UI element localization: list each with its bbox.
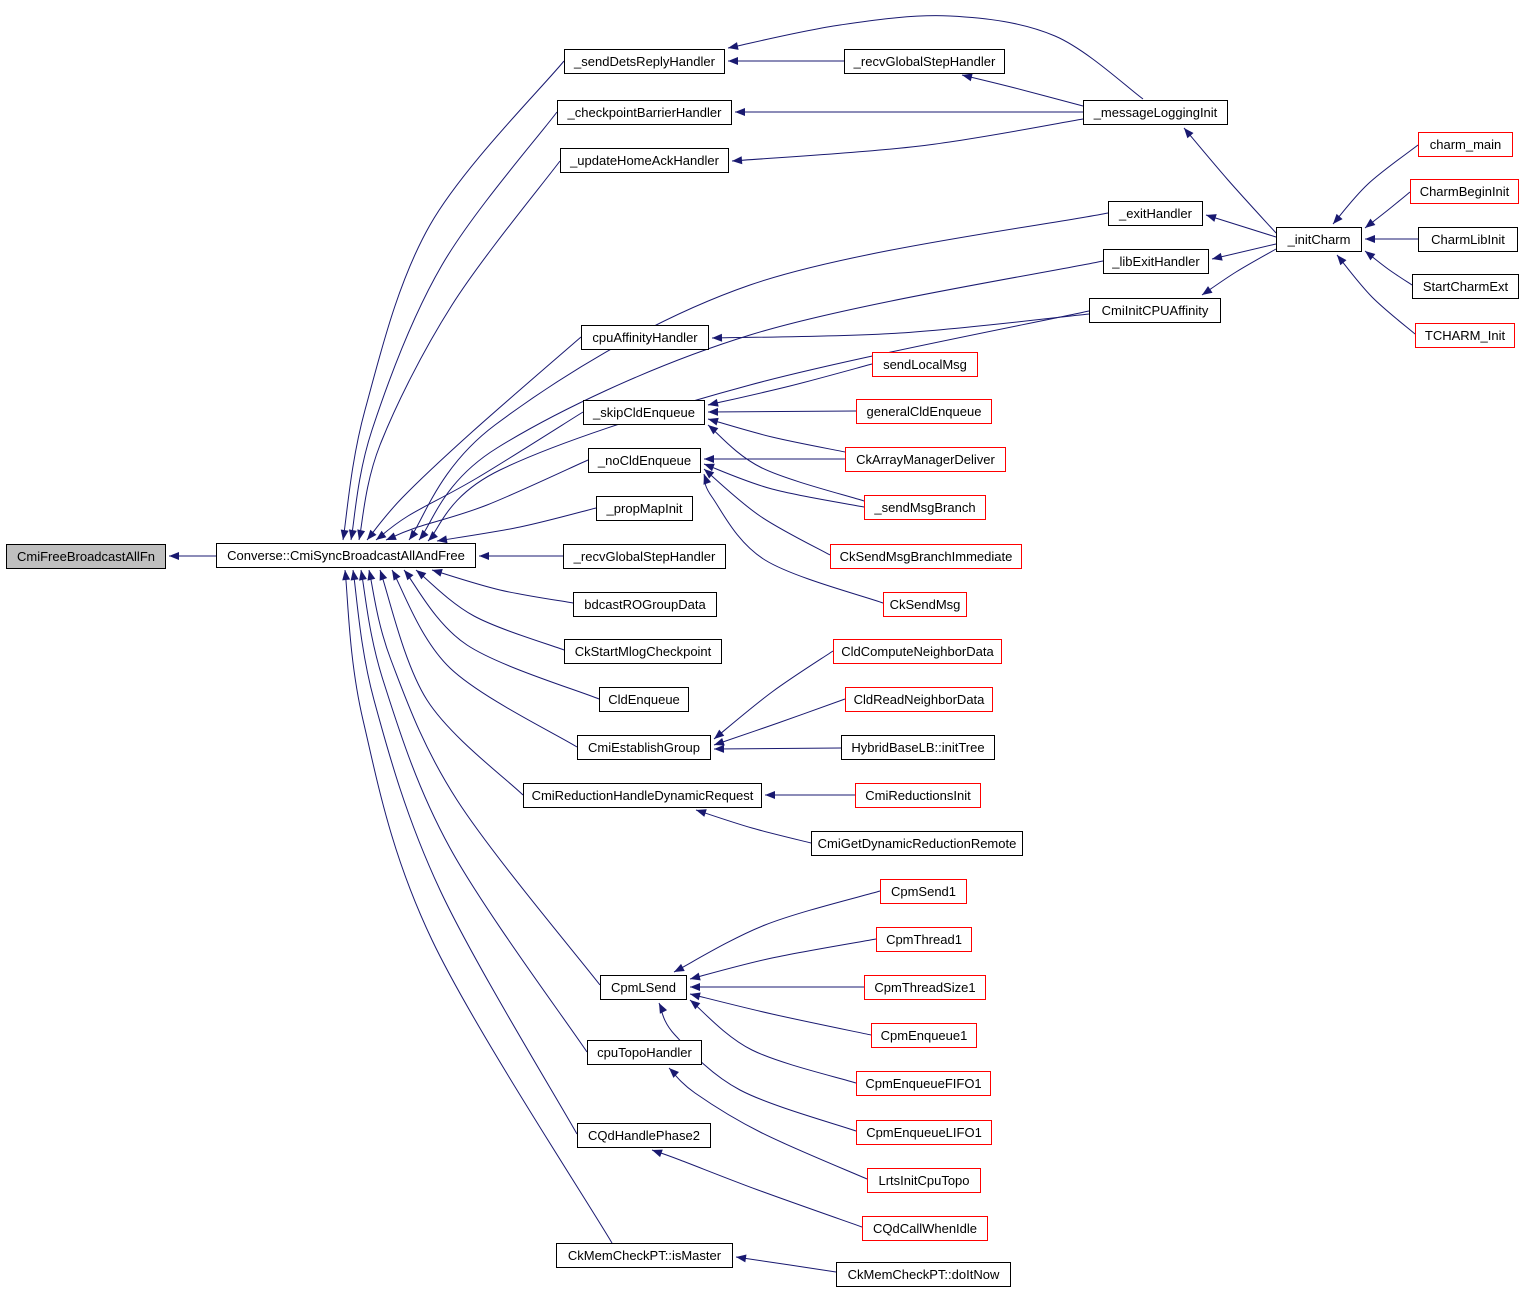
arrowhead-icon <box>728 57 738 65</box>
arrowhead-icon <box>690 983 700 991</box>
arrowhead-icon <box>765 791 775 799</box>
graph-node-msgLog[interactable] <box>1083 100 1228 125</box>
arrowhead-icon <box>392 570 401 581</box>
edge-sendLocalMsg-to-skipCld <box>708 364 872 405</box>
arrowhead-icon <box>419 530 429 540</box>
arrowhead-icon <box>735 108 745 116</box>
graph-node-freeBroadcast <box>6 544 166 569</box>
graph-node-charmBeginInit[interactable] <box>1410 179 1519 204</box>
graph-node-label: _recvGlobalStepHandler <box>573 549 716 564</box>
graph-node-doItNow[interactable] <box>836 1262 1011 1287</box>
arrowhead-icon <box>704 455 714 463</box>
arrowhead-icon <box>690 973 701 981</box>
edge-cmiInitCPUAff-to-central <box>428 311 1089 541</box>
arrowhead-icon <box>432 569 443 577</box>
edge-cpuTopo-to-central <box>361 570 587 1052</box>
edge-initCharm-to-exitHandler <box>1206 215 1276 237</box>
edge-doItNow-to-isMaster <box>736 1257 836 1272</box>
arrowhead-icon <box>349 529 357 540</box>
graph-node-cpmSend1[interactable] <box>880 879 967 904</box>
arrowhead-icon <box>409 530 418 540</box>
graph-node-recvGlobal2[interactable] <box>563 544 726 569</box>
edge-cqdCallWhenIdle-to-cqdHandle <box>652 1150 862 1227</box>
graph-node-label: CmiFreeBroadcastAllFn <box>17 549 155 564</box>
edge-cpmEnqFIFO1-to-cpmLSend <box>690 1000 856 1083</box>
graph-node-sendMsgBranch[interactable] <box>864 495 986 520</box>
graph-node-label: generalCldEnqueue <box>866 404 982 419</box>
arrowhead-icon <box>1202 286 1213 295</box>
edge-cldEnqueue-to-central <box>404 570 599 699</box>
graph-node-label: CldEnqueue <box>608 692 680 707</box>
arrowhead-icon <box>1212 253 1223 261</box>
graph-node-central[interactable] <box>216 543 476 568</box>
edge-ckStartMlog-to-central <box>416 570 564 650</box>
edge-bdcast-to-central <box>432 570 573 603</box>
graph-node-label: CkSendMsg <box>889 597 961 612</box>
edge-charmMain-to-initCharm <box>1333 145 1418 224</box>
edge-msgLog-to-recvGlobalTop <box>962 75 1083 106</box>
graph-node-label: CpmEnqueue1 <box>880 1028 968 1043</box>
graph-node-label: _exitHandler <box>1119 206 1192 221</box>
edge-exitHandler-to-central <box>409 213 1108 540</box>
graph-node-isMaster[interactable] <box>556 1243 733 1268</box>
graph-node-label: CpmEnqueueFIFO1 <box>865 1076 982 1091</box>
arrowhead-icon <box>341 529 349 540</box>
arrowhead-icon <box>1337 255 1346 265</box>
arrowhead-icon <box>708 408 718 416</box>
graph-node-label: CkMemCheckPT::isMaster <box>567 1248 722 1263</box>
edge-cldRead-to-cmiEstablish <box>714 699 845 745</box>
graph-node-cqdHandle[interactable] <box>577 1123 711 1148</box>
graph-node-cpuAffinity[interactable] <box>581 325 709 350</box>
arrowhead-icon <box>732 156 742 164</box>
graph-node-startCharmExt[interactable] <box>1412 274 1519 299</box>
edge-initCharm-to-cmiInitCPUAff <box>1202 249 1276 295</box>
edge-cpmLSend-to-central <box>369 570 600 985</box>
graph-node-label: cpuTopoHandler <box>597 1045 692 1060</box>
edge-isMaster-to-central <box>345 570 612 1243</box>
graph-node-cldEnqueue[interactable] <box>599 687 689 712</box>
graph-node-cmiInitCPUAff[interactable] <box>1089 298 1221 323</box>
edge-propMap-to-central <box>437 508 596 541</box>
arrowhead-icon <box>669 1068 679 1078</box>
edge-cpmSend1-to-cpmLSend <box>674 891 880 972</box>
graph-node-propMap[interactable] <box>596 496 693 521</box>
arrowhead-icon <box>342 570 350 580</box>
graph-node-cmiGetDynRed[interactable] <box>811 831 1023 856</box>
graph-node-label: CharmBeginInit <box>1419 184 1510 199</box>
graph-node-label: _initCharm <box>1287 232 1351 247</box>
graph-node-label: CldReadNeighborData <box>853 692 985 707</box>
graph-node-label: CmiGetDynamicReductionRemote <box>817 836 1017 851</box>
graph-node-label: CmiEstablishGroup <box>588 740 700 755</box>
graph-node-ckSendMsg[interactable] <box>883 592 967 617</box>
edge-updateHome-to-central <box>359 161 560 540</box>
edge-cpmEnqLIFO1-to-cpmLSend <box>659 1003 856 1131</box>
graph-node-recvGlobalTop[interactable] <box>844 49 1005 74</box>
arrowhead-icon <box>714 745 724 753</box>
graph-node-cpmLSend[interactable] <box>600 975 687 1000</box>
graph-node-label: charm_main <box>1429 137 1502 152</box>
graph-node-ckStartMlog[interactable] <box>564 639 722 664</box>
graph-node-label: CpmThreadSize1 <box>874 980 976 995</box>
arrowhead-icon <box>169 552 179 560</box>
arrowhead-icon <box>714 738 725 746</box>
graph-node-updateHome[interactable] <box>560 148 729 173</box>
graph-node-cpuTopo[interactable] <box>587 1040 702 1065</box>
arrowhead-icon <box>708 418 719 426</box>
graph-node-hybridInitTree[interactable] <box>841 735 995 760</box>
arrowhead-icon <box>386 532 397 540</box>
graph-node-charmLibInit[interactable] <box>1418 227 1518 252</box>
edge-cpmEnqueue1-to-cpmLSend <box>690 994 871 1035</box>
edge-ckSendMsgBrImm-to-noCld <box>704 469 830 555</box>
graph-node-sendDets[interactable] <box>564 49 725 74</box>
graph-node-label: TCHARM_Init <box>1424 328 1506 343</box>
arrowhead-icon <box>1333 214 1343 224</box>
edge-cqdHandle-to-central <box>353 570 577 1134</box>
edge-ckArrayMgr-to-skipCld <box>708 419 845 452</box>
graph-node-label: _noCldEnqueue <box>597 453 692 468</box>
arrowhead-icon <box>357 529 365 540</box>
graph-node-label: bdcastROGroupData <box>584 597 706 612</box>
arrowhead-icon <box>674 964 685 972</box>
graph-node-bdcast[interactable] <box>573 592 717 617</box>
graph-node-cpmEnqueue1[interactable] <box>871 1023 977 1048</box>
graph-node-lrtsInitCpuTopo[interactable] <box>867 1168 981 1193</box>
graph-node-generalCld[interactable] <box>856 399 992 424</box>
edge-cpmThread1-to-cpmLSend <box>690 939 876 979</box>
arrowhead-icon <box>380 570 388 581</box>
arrowhead-icon <box>962 73 973 81</box>
arrowhead-icon <box>359 570 367 581</box>
graph-node-label: CharmLibInit <box>1431 232 1505 247</box>
graph-node-ckSendMsgBrImm[interactable] <box>830 544 1022 569</box>
arrowhead-icon <box>404 570 413 580</box>
graph-node-label: _skipCldEnqueue <box>593 405 695 420</box>
graph-node-label: CQdCallWhenIdle <box>872 1221 978 1236</box>
graph-node-label: _messageLoggingInit <box>1093 105 1218 120</box>
arrowhead-icon <box>1184 128 1194 138</box>
arrowhead-icon <box>1365 251 1375 260</box>
graph-node-label: CmiReductionsInit <box>865 788 971 803</box>
graph-node-cqdCallWhenIdle[interactable] <box>862 1216 988 1241</box>
graph-node-label: _sendDetsReplyHandler <box>574 54 715 69</box>
graph-node-cpmEnqLIFO1[interactable] <box>856 1120 992 1145</box>
edge-sendDets-to-central <box>343 61 564 540</box>
arrowhead-icon <box>479 552 489 560</box>
graph-node-ckArrayMgr[interactable] <box>845 447 1006 472</box>
arrowhead-icon <box>1206 214 1217 222</box>
graph-node-label: sendLocalMsg <box>883 357 967 372</box>
graph-node-cldCompute[interactable] <box>833 639 1002 664</box>
graph-node-label: HybridBaseLB::initTree <box>851 740 985 755</box>
graph-node-label: CpmThread1 <box>886 932 962 947</box>
graph-node-label: CkSendMsgBranchImmediate <box>839 549 1013 564</box>
edge-cmiInitCPUAff-to-cpuAffinity <box>712 314 1089 338</box>
graph-node-cmiReductionsInit[interactable] <box>855 783 981 808</box>
edge-cmiEstablish-to-central <box>392 570 577 747</box>
edge-msgLog-to-updateHome <box>732 119 1083 161</box>
graph-node-label: CldComputeNeighborData <box>841 644 994 659</box>
graph-node-checkpoint[interactable] <box>557 100 732 125</box>
graph-node-label: CkArrayManagerDeliver <box>856 452 995 467</box>
graph-node-exitHandler[interactable] <box>1108 201 1203 226</box>
edge-checkpoint-to-central <box>351 112 557 540</box>
arrowhead-icon <box>659 1003 667 1014</box>
graph-node-label: CmiReductionHandleDynamicRequest <box>531 788 754 803</box>
graph-node-label: _recvGlobalStepHandler <box>853 54 996 69</box>
graph-node-cpmEnqFIFO1[interactable] <box>856 1071 991 1096</box>
edge-cmiReduction-to-central <box>380 570 523 795</box>
graph-node-label: CkStartMlogCheckpoint <box>574 644 712 659</box>
arrowhead-icon <box>728 42 739 50</box>
graph-node-label: _libExitHandler <box>1112 254 1200 269</box>
graph-node-cmiEstablish[interactable] <box>577 735 711 760</box>
edge-tcharmInit-to-initCharm <box>1337 255 1415 334</box>
graph-node-label: CpmLSend <box>610 980 677 995</box>
arrowhead-icon <box>690 992 701 1000</box>
graph-node-noCld[interactable] <box>588 448 701 473</box>
graph-node-initCharm[interactable] <box>1276 227 1362 252</box>
graph-node-label: _propMapInit <box>606 501 683 516</box>
graph-node-label: _checkpointBarrierHandler <box>567 105 722 120</box>
edge-cldCompute-to-cmiEstablish <box>714 651 833 739</box>
arrowhead-icon <box>1365 219 1375 228</box>
graph-node-label: CpmSend1 <box>890 884 957 899</box>
graph-node-label: CkMemCheckPT::doItNow <box>847 1267 1000 1282</box>
graph-node-cpmThread1[interactable] <box>876 927 972 952</box>
edge-sendMsgBranch-to-noCld <box>704 464 864 507</box>
graph-node-tcharmInit[interactable] <box>1415 323 1515 348</box>
arrowhead-icon <box>428 531 438 541</box>
graph-node-label: _updateHomeAckHandler <box>570 153 719 168</box>
edge-cmiGetDynRed-to-cmiReduction <box>696 810 811 843</box>
arrowhead-icon <box>351 570 359 581</box>
arrowhead-icon <box>367 570 375 581</box>
graph-node-cldRead[interactable] <box>845 687 993 712</box>
graph-node-skipCld[interactable] <box>583 400 705 425</box>
graph-node-label: LrtsInitCpuTopo <box>878 1173 970 1188</box>
graph-node-label: CmiInitCPUAffinity <box>1101 303 1209 318</box>
graph-node-cmiReduction[interactable] <box>523 783 762 808</box>
arrowhead-icon <box>714 730 724 739</box>
graph-node-label: Converse::CmiSyncBroadcastAllAndFree <box>227 548 465 563</box>
arrowhead-icon <box>736 1255 746 1263</box>
arrowhead-icon <box>708 399 719 407</box>
graph-node-label: CQdHandlePhase2 <box>587 1128 701 1143</box>
graph-node-label: cpuAffinityHandler <box>592 330 698 345</box>
arrowhead-icon <box>1365 235 1375 243</box>
arrowhead-icon <box>696 809 707 817</box>
arrowhead-icon <box>712 334 722 342</box>
edge-libExit-to-central <box>419 261 1103 540</box>
graph-node-label: CpmEnqueueLIFO1 <box>866 1125 982 1140</box>
graph-node-cpmThreadSize1[interactable] <box>864 975 986 1000</box>
arrowhead-icon <box>652 1150 663 1158</box>
arrowhead-icon <box>367 530 376 540</box>
graph-node-label: StartCharmExt <box>1422 279 1509 294</box>
edge-generalCld-to-skipCld <box>708 411 856 412</box>
graph-node-sendLocalMsg[interactable] <box>872 352 978 377</box>
edge-hybridInitTree-to-cmiEstablish <box>714 748 841 749</box>
graph-node-charmMain[interactable] <box>1418 132 1513 157</box>
graph-node-label: _sendMsgBranch <box>874 500 976 515</box>
graph-node-libExit[interactable] <box>1103 249 1209 274</box>
edge-sendMsgBranch-to-skipCld <box>708 425 864 501</box>
